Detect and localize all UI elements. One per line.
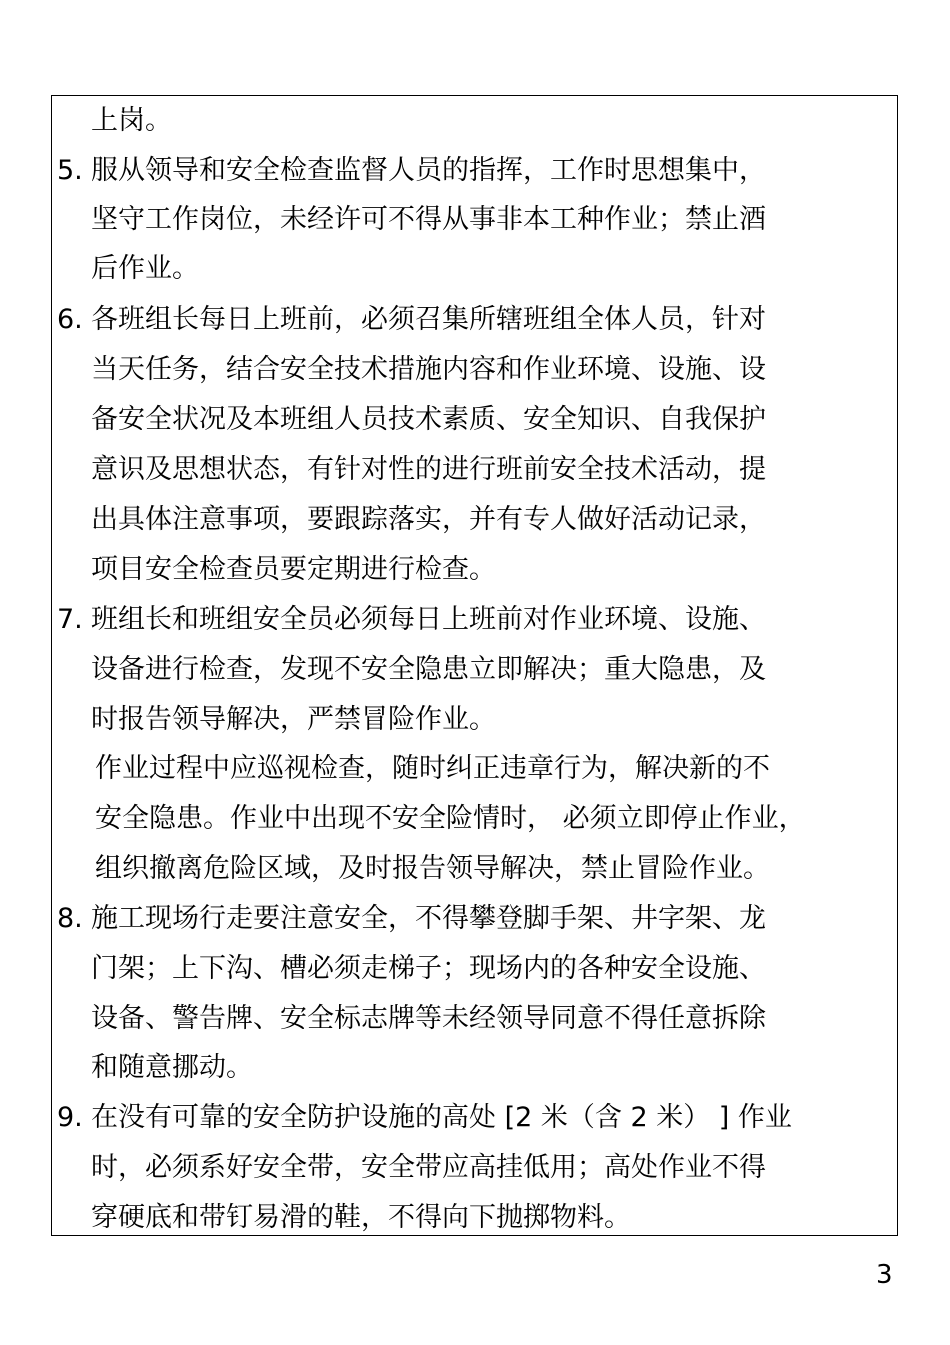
text-line: 和随意挪动。: [91, 1052, 253, 1083]
text-line: 在没有可靠的安全防护设施的高处 [2 米（含 2 米） ] 作业: [91, 1102, 792, 1133]
text-line: 穿硬底和带钉易滑的鞋，不得向下抛掷物料。: [91, 1202, 631, 1233]
text-line: 各班组长每日上班前，必须召集所辖班组全体人员，针对: [91, 304, 766, 335]
item-number: 9.: [57, 1102, 83, 1133]
text-line: 上岗。: [91, 105, 172, 136]
text-line: 后作业。: [91, 253, 199, 284]
item-number: 8.: [57, 903, 83, 934]
text-line: 备安全状况及本班组人员技术素质、安全知识、自我保护: [91, 404, 766, 435]
text-line: 出具体注意事项，要跟踪落实，并有专人做好活动记录，: [91, 504, 766, 535]
text-line: 项目安全检查员要定期进行检查。: [91, 554, 496, 585]
text-line: 作业过程中应巡视检查，随时纠正违章行为，解决新的不: [95, 753, 770, 784]
text-line: 意识及思想状态，有针对性的进行班前安全技术活动，提: [91, 454, 766, 485]
text-line: 安全隐患。作业中出现不安全险情时， 必须立即停止作业，: [95, 803, 806, 834]
text-line: 当天任务，结合安全技术措施内容和作业环境、设施、设: [91, 354, 766, 385]
item-number: 6.: [57, 304, 83, 335]
text-line: 服从领导和安全检查监督人员的指挥，工作时思想集中，: [91, 155, 766, 186]
text-line: 设备、警告牌、安全标志牌等未经领导同意不得任意拆除: [91, 1003, 766, 1034]
text-line: 时，必须系好安全带，安全带应高挂低用；高处作业不得: [91, 1152, 766, 1183]
text-line: 组织撤离危险区域，及时报告领导解决，禁止冒险作业。: [95, 853, 770, 884]
item-number: 7.: [57, 604, 83, 635]
text-line: 坚守工作岗位，未经许可不得从事非本工种作业；禁止酒: [91, 204, 766, 235]
item-number: 5.: [57, 155, 83, 186]
text-line: 门架；上下沟、槽必须走梯子；现场内的各种安全设施、: [91, 953, 766, 984]
page-number: 3: [876, 1260, 893, 1290]
text-line: 时报告领导解决，严禁冒险作业。: [91, 704, 496, 735]
text-line: 施工现场行走要注意安全，不得攀登脚手架、井字架、龙: [91, 903, 766, 934]
text-line: 班组长和班组安全员必须每日上班前对作业环境、设施、: [91, 604, 766, 635]
text-line: 设备进行检查，发现不安全隐患立即解决；重大隐患，及: [91, 654, 766, 685]
